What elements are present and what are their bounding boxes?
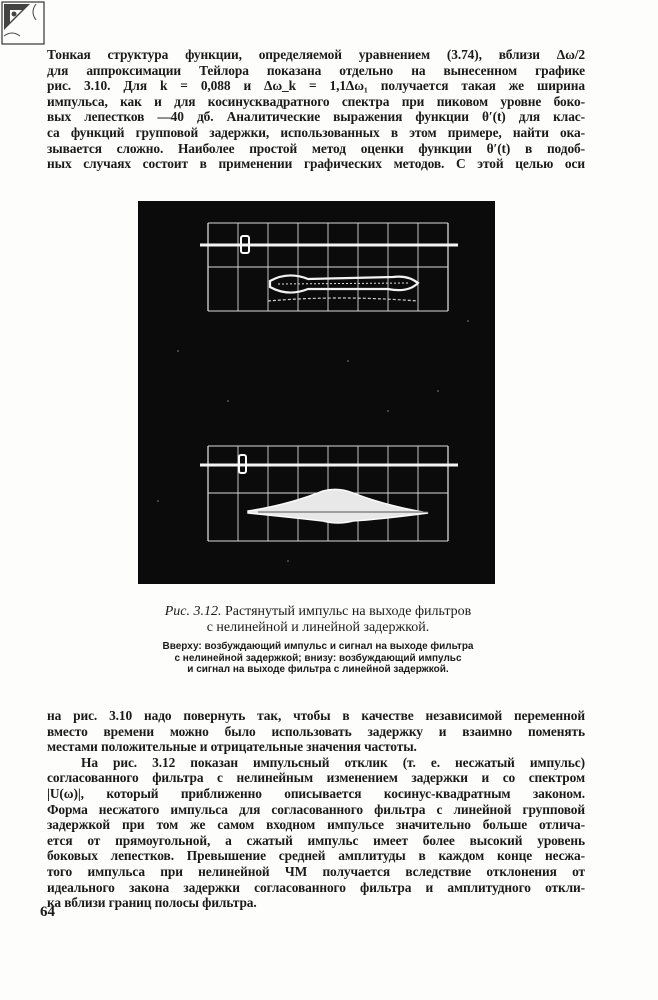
text-line: зывается сложно. Наиболее простой метод оценки функции θ′(t) в подоб-	[47, 140, 585, 156]
figure-caption-note	[118, 641, 518, 676]
text-line: согласованного фильтра с нелинейным изменением задержки и со спектром	[47, 770, 585, 786]
text-line: Тонкая структура функции, определяемой уравнением (3.74), вблизи Δω/2	[47, 47, 585, 62]
note-line: Вверху: возбуждающий импульс и сигнал на выходе фильтра	[162, 641, 474, 652]
caption-line: с нелинейной и линейной задержкой.	[206, 620, 430, 635]
text-line: рис. 3.10. Для k = 0,088 и Δω_k = 1,1Δω₁ получается такая же ширина	[47, 78, 585, 94]
top-paragraph	[47, 47, 585, 172]
text-line: са функций групповой задержки, использованных в этом примере, найти ока-	[47, 124, 585, 140]
note-line: с нелинейной задержкой; внизу: возбуждающий импульс	[174, 652, 462, 664]
bottom-paragraph	[47, 708, 585, 911]
caption-text: Растянутый импульс на выходе фильтров	[224, 604, 472, 619]
oscillogram-image	[138, 201, 495, 584]
text-line: Форма несжатого импульса для согласованного фильтра с линейной групповой	[47, 801, 585, 817]
text-line: ка вблизи границ полосы фильтра.	[47, 895, 257, 911]
figure-caption-title	[98, 604, 538, 636]
page-number: 64	[40, 904, 55, 920]
text-line: импульса, как и для косинусквадратного спектра при пиковом уровне боко-	[47, 93, 585, 109]
text-line: ных случаях состоит в применении графических методов. С этой целью оси	[47, 156, 585, 172]
figure-label: Рис. 3.12.	[164, 604, 222, 619]
text-line: вместо времени можно было использовать задержку и взаимно поменять	[47, 723, 585, 739]
text-line: того импульса при нелинейной ЧМ получается вследствие отклонения от	[47, 863, 585, 879]
text-line: идеального закона задержки согласованного фильтра и амплитудного откли-	[47, 879, 585, 895]
text-line: На рис. 3.12 показан импульсный отклик (т. е. несжатый импульс)	[81, 754, 585, 770]
caption-line	[98, 604, 538, 620]
text-line: боковых лепестков. Превышение средней амплитуды в каждом конце несжа-	[47, 848, 585, 864]
text-line: |U(ω)|, который приближенно описывается косинус-квадратным законом.	[47, 785, 585, 801]
oscilloscope-photo	[138, 201, 495, 584]
text-line: задержкой при том же самом входном импульсе значительно больше отлича-	[47, 817, 585, 833]
text-line: местами положительные и отрицательные значения частоты.	[47, 739, 417, 755]
text-line: ется от прямоугольной, а сжатый импульс имеет более высокий уровень	[47, 832, 585, 848]
note-line: и сигнал на выходе фильтра с линейной задержкой.	[187, 664, 449, 675]
corner-ornament-icon	[0, 0, 46, 46]
text-line: для аппроксимации Тейлора показана отдельно на вынесенном графике	[47, 62, 585, 78]
text-line: на рис. 3.10 надо повернуть так, чтобы в качестве независимой переменной	[47, 708, 585, 723]
text-line: вых лепестков —40 дб. Аналитические выражения функции θ′(t) для клас-	[47, 109, 585, 125]
